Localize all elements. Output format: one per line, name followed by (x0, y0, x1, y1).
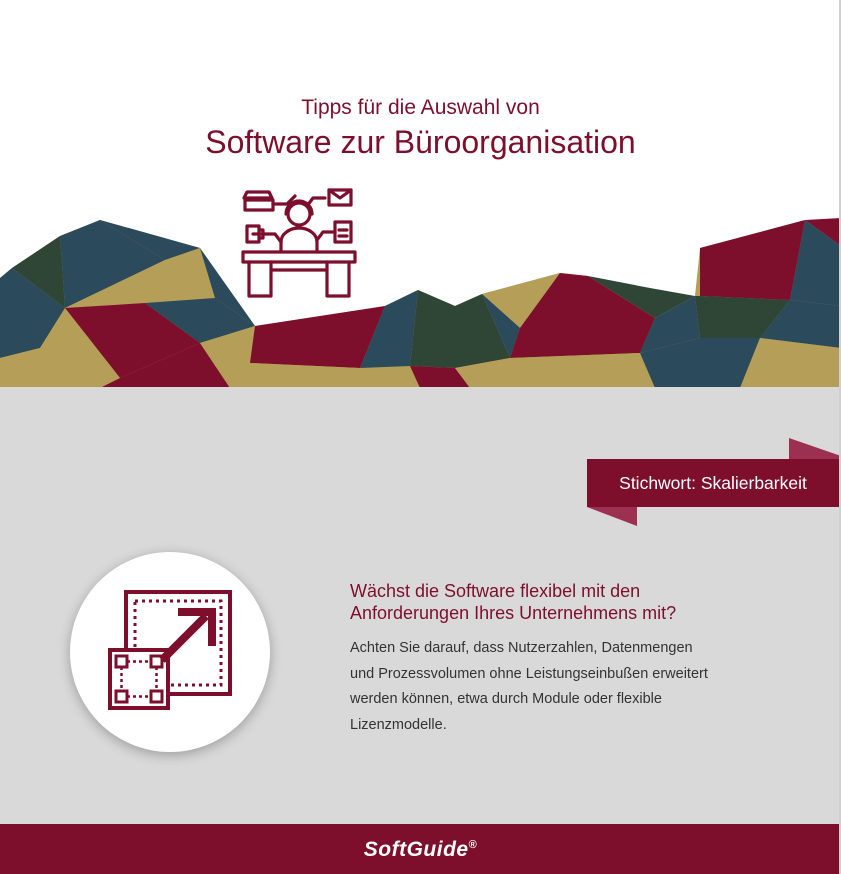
question-heading-line: Wächst die Software flexibel mit den (350, 581, 641, 601)
header-subtitle: Tipps für die Auswahl von (301, 96, 540, 119)
question-body-line: und Prozessvolumen ohne Leistungseinbußen erweitert (350, 665, 708, 682)
brand-logo (0, 838, 841, 862)
registered-mark: ® (468, 839, 478, 851)
keyword-label: Stichwort: Skalierbarkeit (619, 473, 807, 493)
polygon-mosaic (0, 218, 841, 388)
header-title: Software zur Büroorganisation (205, 124, 636, 160)
brand-name: SoftGuide (363, 838, 469, 861)
office-worker-desk-icon (239, 184, 359, 302)
question-heading (350, 580, 790, 624)
question-body-line: Lizenzmodelle. (350, 716, 447, 733)
scalability-resize-icon (104, 588, 236, 716)
question-body-line: werden können, etwa durch Module oder flexible (350, 691, 662, 707)
question-heading-line: Anforderungen Ihres Unternehmens mit? (350, 603, 677, 623)
question-body-line: Achten Sie darauf, dass Nutzerzahlen, Datenmengen (350, 640, 693, 656)
question-body (350, 636, 790, 738)
